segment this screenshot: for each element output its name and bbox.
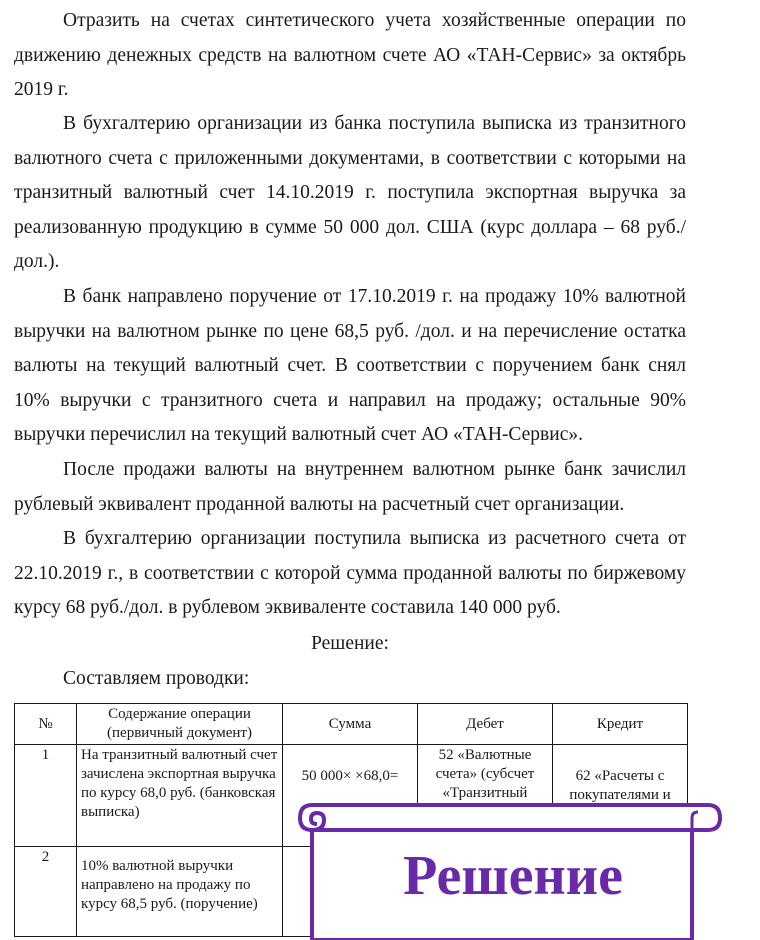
paragraph-ruble-credit: После продажи валюты на внутреннем валютном рынке банк зачислил рублевый эквивалент проданной валюты на расчетный счет организации. [14,459,686,515]
row-content: 10% валютной выручки направлено на продажу по курсу 68,5 руб. (поручение) [77,847,283,937]
paragraph-bank-statement: В бухгалтерию организации поступила выписка из расчетного счета от 22.10.2019 г., в соответствии с которой сумма проданной валюты по биржевому курсу 68 руб./дол. в рублевом эквиваленте составила 140 000 руб. [14,528,687,618]
table-header-row [15,704,688,745]
row-num: 1 [15,745,77,847]
row-num: 2 [15,847,77,937]
row-sum: 50 000× ×68,0= [283,745,418,847]
banner-title: Решение [403,845,623,907]
paragraph-sale-order: В банк направлено поручение от 17.10.2019 г. на продажу 10% валютной выручки на валютном рынке по цене 68,5 руб. /дол. и на перечисление остатка валюты на текущий валютный счет. В соответствии с поручением банк снял 10% выручки с транзитного счета и направил на продажу; остальные 90% выручки перечислил на текущий валютный счет АО «ТАН-Сервис». [14,286,686,445]
paragraph-task: Отразить на счетах синтетического учета хозяйственные операции по движению денежных средств на валютном счете АО «ТАН-Сервис» за октябрь 2019 г. [14,10,686,100]
header-num: № [15,704,77,745]
header-credit: Кредит [553,704,688,745]
row-debit: 52 «Валютные счета» (субсчет «Транзитный [418,745,553,847]
entries-lead-text: Составляем проводки: [63,668,250,689]
solution-scroll-banner [298,800,728,940]
header-sum: Сумма [283,704,418,745]
row-credit: 62 «Расчеты с покупателями и [553,745,688,847]
header-content: Содержание операции (первичный документ) [77,704,283,745]
solution-heading: Решение: [311,633,389,654]
header-debit: Дебет [418,704,553,745]
paragraph-export-revenue: В бухгалтерию организации из банка поступила выписка из транзитного валютного счета с приложенными документами, в соответствии с которыми на транзитный валютный счет 14.10.2019 г. поступила экспортная выручка за реализованную продукцию в сумме 50 000 дол. США (курс доллара – 68 руб./дол.). [14,113,686,272]
row-content: На транзитный валютный счет зачислена экспортная выручка по курсу 68,0 руб. (банковская выписка) [77,745,283,847]
